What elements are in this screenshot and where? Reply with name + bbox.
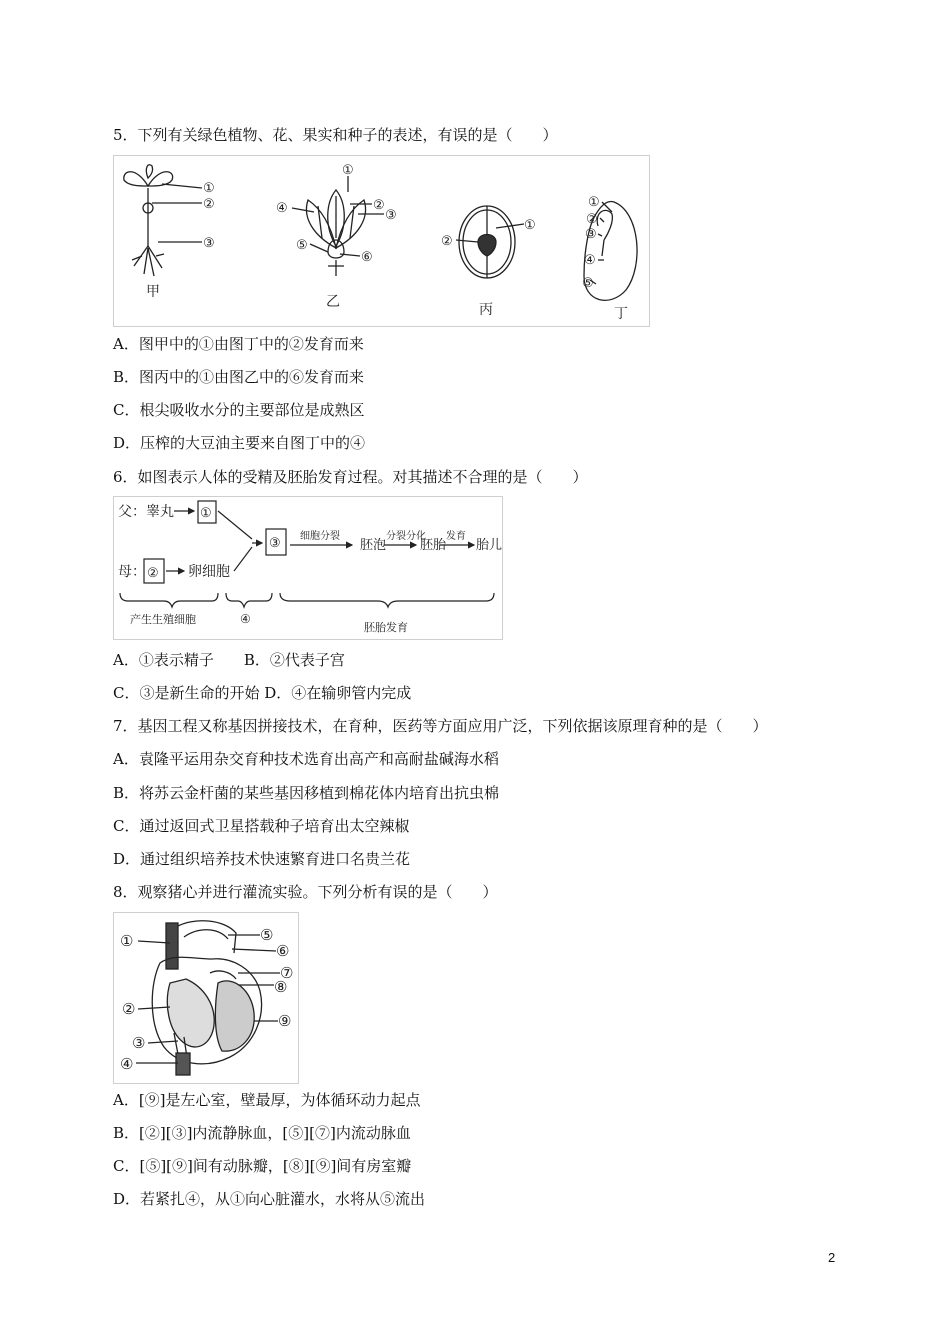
q5-stem: 5．下列有关绿色植物、花、果实和种子的表述，有误的是（ ）	[113, 126, 558, 144]
flower-mark-3: ③	[385, 208, 397, 223]
q6-option-ab: A．①表示精子 B．②代表子宫	[113, 651, 345, 669]
father-label: 父：睾丸	[118, 504, 174, 520]
brace-1-label: 产生生殖细胞	[130, 613, 196, 626]
brace-3-label: 胚胎发育	[364, 621, 408, 634]
flower-mark-4: ④	[276, 201, 288, 216]
heart-mark-3: ③	[132, 1034, 146, 1052]
seed-mark-5: ⑤	[582, 276, 594, 291]
fetus-label: 胎儿	[476, 538, 502, 553]
q7-stem: 7．基因工程又称基因拼接技术，在育种，医药等方面应用广泛，下列依据该原理育种的是（ ）	[113, 717, 768, 735]
seedling-mark-1: ①	[203, 181, 215, 196]
q8-option-a: A．[⑨]是左心室，壁最厚，为体循环动力起点	[113, 1091, 421, 1109]
division-label: 细胞分裂	[300, 531, 340, 542]
embryo-ball-label: 胚泡	[360, 538, 387, 553]
mother-label: 母：	[118, 564, 146, 580]
q8-heart-figure	[113, 912, 299, 1084]
q7-option-b: B．将苏云金杆菌的某些基因移植到棉花体内培育出抗虫棉	[113, 784, 500, 802]
q6-diagram	[113, 496, 503, 640]
flower-mark-6: ⑥	[361, 250, 373, 265]
heart-mark-9: ⑨	[278, 1012, 292, 1030]
seed-mark-2: ②	[586, 212, 598, 227]
flower-mark-5: ⑤	[296, 238, 308, 253]
q6-option-cd: C．③是新生命的开始 D．④在输卵管内完成	[113, 684, 412, 702]
heart-mark-7: ⑦	[280, 964, 294, 982]
split-diff-label: 分裂分化	[386, 531, 426, 542]
q8-stem: 8．观察猪心并进行灌流实验。下列分析有误的是（ ）	[113, 883, 498, 901]
heart-mark-8: ⑧	[274, 978, 288, 996]
q5-option-a: A．图甲中的①由图丁中的②发育而来	[113, 335, 364, 353]
q8-option-b: B．[②][③]内流静脉血，[⑤][⑦]内流动脉血	[113, 1124, 411, 1142]
flower-mark-2: ②	[373, 198, 385, 213]
develop-label: 发育	[446, 531, 466, 542]
q8-option-c: C．[⑤][⑨]间有动脉瓣，[⑧][⑨]间有房室瓣	[113, 1157, 412, 1175]
brace-4-mark: ④	[240, 612, 251, 626]
seedling-mark-2: ②	[203, 197, 215, 212]
embryo-label: 胚胎	[420, 538, 447, 553]
fig-label-bing: 丙	[479, 302, 493, 318]
fig-label-yi: 乙	[326, 294, 340, 310]
fig-label-jia: 甲	[146, 284, 160, 300]
seed-mark-3: ③	[585, 227, 597, 242]
q8-option-d: D．若紧扎④，从①向心脏灌水，水将从⑤流出	[113, 1190, 426, 1208]
box-3-mark: ③	[269, 536, 281, 551]
q5-option-b: B．图丙中的①由图乙中的⑥发育而来	[113, 368, 365, 386]
heart-mark-5: ⑤	[260, 926, 274, 944]
seedling-mark-3: ③	[203, 236, 215, 251]
heart-mark-1: ①	[120, 932, 134, 950]
seedling-drawing	[124, 165, 202, 276]
fruit-mark-1: ①	[524, 218, 536, 233]
q5-option-d: D．压榨的大豆油主要来自图丁中的④	[113, 434, 366, 452]
heart-drawing	[136, 921, 280, 1075]
seed-mark-4: ④	[584, 253, 596, 268]
q7-option-c: C．通过返回式卫星搭载种子培育出太空辣椒	[113, 817, 410, 835]
q5-figure-svg	[114, 156, 649, 326]
page-number: 2	[828, 1250, 836, 1265]
box-1-mark: ①	[200, 506, 212, 521]
q7-option-a: A．袁隆平运用杂交育种技术选育出高产和高耐盐碱海水稻	[113, 750, 499, 768]
heart-mark-6: ⑥	[276, 942, 290, 960]
heart-mark-2: ②	[122, 1000, 136, 1018]
q5-option-c: C．根尖吸收水分的主要部位是成熟区	[113, 401, 365, 419]
fruit-drawing	[456, 206, 524, 278]
q8-heart-svg	[114, 913, 298, 1083]
q6-diagram-svg	[114, 497, 502, 639]
heart-mark-4: ④	[120, 1055, 134, 1073]
flower-mark-1: ①	[342, 163, 354, 178]
fig-label-ding: 丁	[614, 306, 628, 322]
seed-mark-1: ①	[588, 195, 600, 210]
q5-figure	[113, 155, 650, 327]
egg-label: 卵细胞	[188, 564, 230, 580]
fruit-mark-2: ②	[441, 234, 453, 249]
box-2-mark: ②	[147, 566, 159, 581]
q6-stem: 6．如图表示人体的受精及胚胎发育过程。对其描述不合理的是（ ）	[113, 468, 588, 486]
q7-option-d: D．通过组织培养技术快速繁育进口名贵兰花	[113, 850, 411, 868]
